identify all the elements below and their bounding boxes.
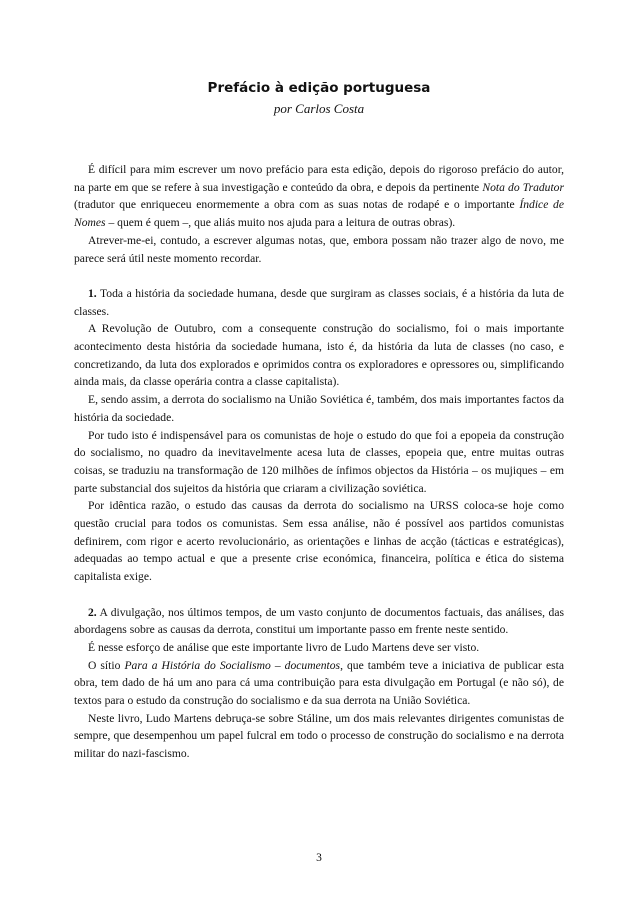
paragraph-2: Atrever-me-ei, contudo, a escrever algumas notas, que, embora possam não trazer algo de novo, me parece será útil neste momento recordar. [74, 233, 564, 265]
paragraph-6: Por tudo isto é indispensável para os comunistas de hoje o estudo do que foi a epopeia da construção do socialismo, no quadro da inevitavelmente acesa luta de classes, epopeia que, entre muitas outras coisas, se traduziu na transformação de 120 milhões de ínfimos objectos da História – os mujiques – em parte substancial dos sujeitos da história que criaram a civilização soviética. [74, 428, 564, 495]
page-number: 3 [316, 852, 322, 864]
page-title: Prefácio à edição portuguesa [207, 80, 431, 96]
emphasis-site-name: Para a História do Socialismo – documentos [124, 658, 341, 672]
paragraph-11: Neste livro, Ludo Martens debruça-se sobre Stáline, um dos mais relevantes dirigentes comunistas de sempre, que desempenhou um papel fulcral em todo o processo de construção do socialismo e na derrota militar do nazi-fascismo. [74, 711, 564, 761]
paragraph-7: Por idêntica razão, o estudo das causas da derrota do socialismo na URSS coloca-se hoje como questão crucial para todos os comunistas. Sem essa análise, não é possível aos partidos comunistas definirem, com rigor e acerto revolucionário, as orientações e linhas de acção (tácticas e estratégicas), adequadas ao tempo actual e que a presente crise económica, financeira, política e ética do sistema capitalista exige. [74, 499, 564, 584]
body-text [74, 161, 564, 763]
section-number-1: 1. [88, 286, 97, 300]
emphasis-nota-do-tradutor: Nota do Tradutor [482, 180, 564, 194]
paragraph-1: É difícil para mim escrever um novo prefácio para esta edição, depois do rigoroso prefácio do autor, na parte em que se refere à sua investigação e conteúdo da obra, e depois da pertinente Nota do Tradutor (tradutor que enriqueceu enormemente a obra com as suas notas de rodapé e o importante Índice de Nomes – quem é quem –, que aliás muito nos ajuda para a leitura de outras obras). [74, 163, 564, 230]
paragraph-5: E, sendo assim, a derrota do socialismo na União Soviética é, também, dos mais importantes factos da história da sociedade. [74, 393, 564, 424]
emphasis-indice-de-nomes: Índice de Nomes [74, 198, 564, 230]
paragraph-8: 2. A divulgação, nos últimos tempos, de um vasto conjunto de documentos factuais, das análises, das abordagens sobre as causas da derrota, constitui um importante passo em frente neste sentido. [74, 605, 564, 637]
section-number-2: 2. [88, 605, 97, 619]
paragraph-10: O sítio Para a História do Socialismo – documentos, que também teve a iniciativa de publicar esta obra, tem dado de há um ano para cá uma contribuição para esta divulgação em Portugal (e não só), de textos para o estudo da construção do socialismo e da sua derrota na União Soviética. [74, 658, 564, 708]
author-byline: por Carlos Costa [273, 101, 365, 116]
paragraph-9: É nesse esforço de análise que este importante livro de Ludo Martens deve ser visto. [88, 640, 480, 654]
paragraph-3: 1. Toda a história da sociedade humana, desde que surgiram as classes sociais, é a história da luta de classes. [74, 286, 564, 318]
paragraph-4: A Revolução de Outubro, com a consequente construção do socialismo, foi o mais importante acontecimento desta história da sociedade humana, isto é, da história da luta de classes (no caso, e concretizando, da luta dos explorados e oprimidos contra os exploradores e opressores ou, simplificando ainda mais, da classe operária contra a classe capitalista). [74, 322, 564, 389]
